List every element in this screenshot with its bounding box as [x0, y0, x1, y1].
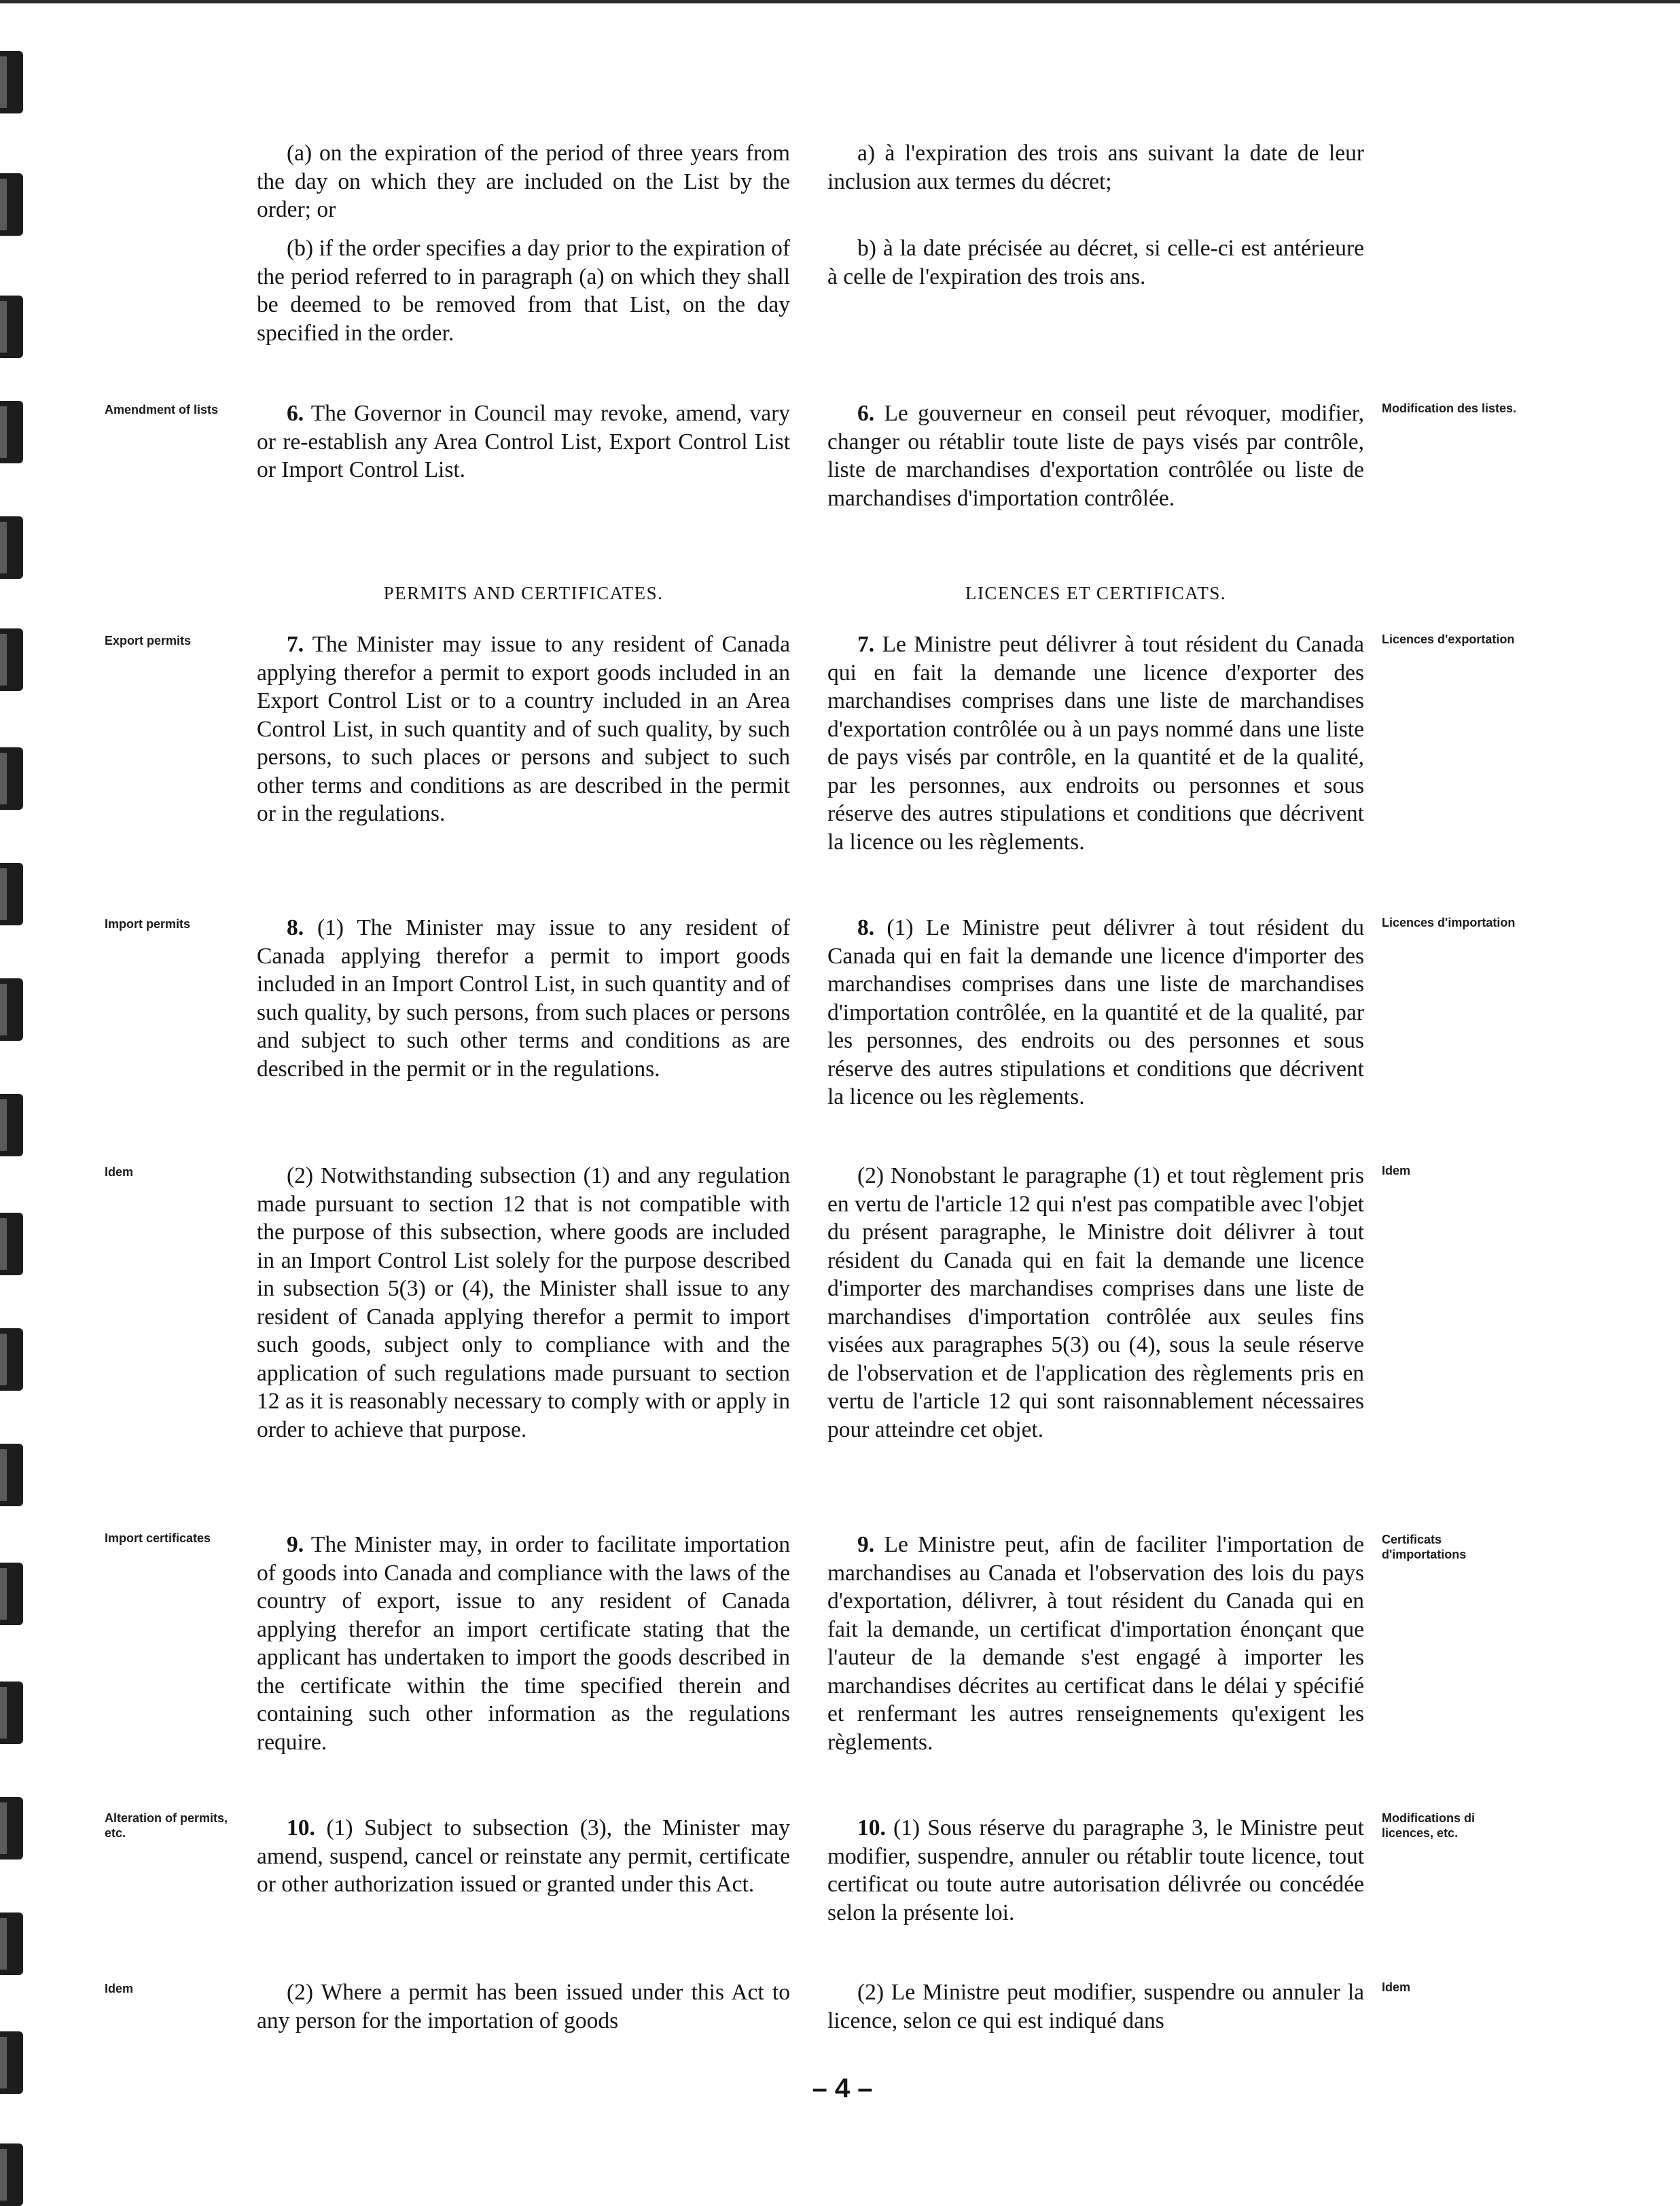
en-paragraph-a: (a) on the expiration of the period of three years from the day on which they are included on the List by the order; or — [257, 141, 790, 222]
binding-hole — [0, 2143, 23, 2206]
fr-section-8-2: (2) Nonobstant le paragraphe (1) et tout règlement pris en vertu de l'article 12 qui n'est pas compatible avec l'objet du présent paragraphe, le Ministre doit délivrer à tout résident du Canada qui en fait la demande une licence d'importer des marchandises comprises dans une liste de marchandises d'importation contrôlée aux seules fins visées aux paragraphes 5(3) ou (4), sous la seule réserve de l'observation et de l'application des règlements pris en vertu de l'article 12 qui sont raisonnablement nécessaires pour atteindre cet objet. — [827, 1163, 1364, 1442]
en-section-8-2: (2) Notwithstanding subsection (1) and any regulation made pursuant to section 12 that is not compatible with the purpose of this subsection, where goods are included in an Import Control List solely for the purpose described in subsection 5(3) or (4), the Minister shall issue to any resident of Canada applying therefor a permit to import such goods, subject only to compliance with and the application of such regulations made pursuant to section 12 as it is reasonably necessary to comply with or apply in order to achieve that purpose. — [257, 1163, 790, 1442]
margin-note-import-permits: Import permits — [105, 917, 191, 931]
binding-hole — [0, 516, 23, 579]
fr-section-6: 6. Le gouverneur en conseil peut révoquer, modifier, changer ou rétablir toute liste de pays visés par contrôle, liste de marchandises d'exportation contrôlée ou liste de marchandises d'importation contrôlée. — [827, 401, 1364, 511]
fr-section-10-2: (2) Le Ministre peut modifier, suspendre ou annuler la licence, selon ce qui est indiqué dans — [827, 1980, 1364, 2033]
margin-note-export-permits: Export permits — [105, 634, 192, 647]
margin-note-modification: Modification des listes. — [1382, 402, 1517, 415]
en-heading: PERMITS AND CERTIFICATES. — [383, 583, 664, 603]
en-section-7: 7. The Minister may issue to any resident of Canada applying therefor a permit to export goods included in an Export Control List or to a country included in an Area Control List, in such quantity and of such quality, by such persons, to such places or persons and subject to such other terms and conditions as are described in the permit or in the regulations. — [257, 632, 790, 826]
en-paragraph-b: (b) if the order specifies a day prior to the expiration of the period referred to in paragraph (a) on which they shall be deemed to be removed from that List, on the day specified in the order. — [257, 236, 790, 346]
en-section-10-2: (2) Where a permit has been issued under this Act to any person for the importation of goods — [257, 1980, 790, 2033]
binding-hole — [0, 747, 23, 810]
margin-note-import-certificates: Import certificates — [105, 1531, 211, 1545]
binding-holes — [0, 0, 23, 2206]
fr-section-8: 8. (1) Le Ministre peut délivrer à tout résident du Canada qui en fait la demande une licence d'importer des marchandises comprises dans une liste de marchandises d'importation contrôlée, en la quantité et de la qualité, par les personnes, des endroits ou des personnes et sous réserve des autres stipulations et conditions que décrivent la licence ou les règlements. — [827, 915, 1364, 1109]
section-number: 6. — [287, 401, 304, 426]
binding-hole — [0, 1328, 23, 1391]
page-number: – 4 – — [812, 2074, 873, 2103]
binding-hole — [0, 1563, 23, 1625]
en-section-6: 6. The Governor in Council may revoke, amend, vary or re-establish any Area Control List, Export Control List or Import Control List. — [257, 401, 790, 482]
margin-note-alteration: Alteration of permits, etc. — [105, 1811, 228, 1840]
fr-heading: LICENCES ET CERTIFICATS. — [965, 583, 1227, 603]
margin-note-modifications: Modifications di licences, etc. — [1382, 1811, 1475, 1840]
margin-note-licences-import: Licences d'importation — [1382, 916, 1516, 929]
fr-section-10: 10. (1) Sous réserve du paragraphe 3, le Ministre peut modifier, suspendre, annuler ou rétablir toute licence, tout certificat ou toute autre autorisation délivrée ou concédée selon la présente loi. — [827, 1815, 1364, 1925]
fr-paragraph-a: a) à l'expiration des trois ans suivant la date de leur inclusion aux termes du décret; — [827, 141, 1364, 194]
binding-hole — [0, 296, 23, 358]
en-section-9: 9. The Minister may, in order to facilitate importation of goods into Canada and compliance with the laws of the country of export, issue to any resident of Canada applying therefor an import certificate stating that the applicant has undertaken to import the goods described in the certificate within the time specified therein and containing such other information as the regulations require. — [257, 1532, 790, 1755]
binding-hole — [0, 51, 23, 113]
margin-note-idem: Idem — [105, 1982, 134, 1995]
binding-hole — [0, 1213, 23, 1275]
binding-hole — [0, 1797, 23, 1860]
top-border — [0, 0, 1680, 3]
binding-hole — [0, 863, 23, 925]
en-section-8: 8. (1) The Minister may issue to any resident of Canada applying therefor a permit to import goods included in an Import Control List, in such quantity and of such quality, by such persons, from such places or persons and subject to such other terms and conditions as are described in the permit or in the regulations. — [257, 915, 791, 1082]
binding-hole — [0, 1444, 23, 1506]
binding-hole — [0, 1682, 23, 1744]
fr-section-9: 9. Le Ministre peut, afin de faciliter l'importation de marchandises au Canada et l'observation des lois du pays d'exportation, délivrer, à tout résident du Canada qui en fait la demande, un certificat d'importation énonçant que l'auteur de la demande s'est engagé à importer les marchandises décrites au certificat dans le délai y spécifié et renfermant les autres renseignements qu'exigent les règlements. — [827, 1532, 1364, 1755]
en-section-10: 10. (1) Subject to subsection (3), the Minister may amend, suspend, cancel or reinstate any permit, certificate or other authorization issued or granted under this Act. — [257, 1815, 791, 1897]
fr-paragraph-b: b) à la date précisée au décret, si celle-ci est antérieure à celle de l'expiration des trois ans. — [827, 236, 1364, 289]
binding-hole — [0, 1913, 23, 1975]
binding-hole — [0, 2031, 23, 2094]
margin-note-amendment: Amendment of lists — [105, 403, 219, 416]
binding-hole — [0, 401, 23, 463]
binding-hole — [0, 628, 23, 691]
margin-note-idem: Idem — [1382, 1164, 1411, 1177]
margin-note-certificats: Certificats d'importations — [1382, 1533, 1467, 1561]
fr-section-7: 7. Le Ministre peut délivrer à tout résident du Canada qui en fait la demande une licence d'exporter des marchandises comprises dans une liste de marchandises d'exportation contrôlée ou à un pays nommé dans une liste de pays visés par contrôle, en la quantité et de la qualité, par les personnes, aux endroits ou personnes et sous réserve des autres stipulations et conditions que décrivent la licence ou les règlements. — [827, 632, 1364, 855]
binding-hole — [0, 978, 23, 1041]
binding-hole — [0, 173, 23, 236]
binding-hole — [0, 1094, 23, 1156]
margin-note-idem: Idem — [1382, 1980, 1411, 1994]
margin-note-licences-export: Licences d'exportation — [1382, 633, 1515, 646]
margin-note-idem: Idem — [105, 1165, 134, 1179]
